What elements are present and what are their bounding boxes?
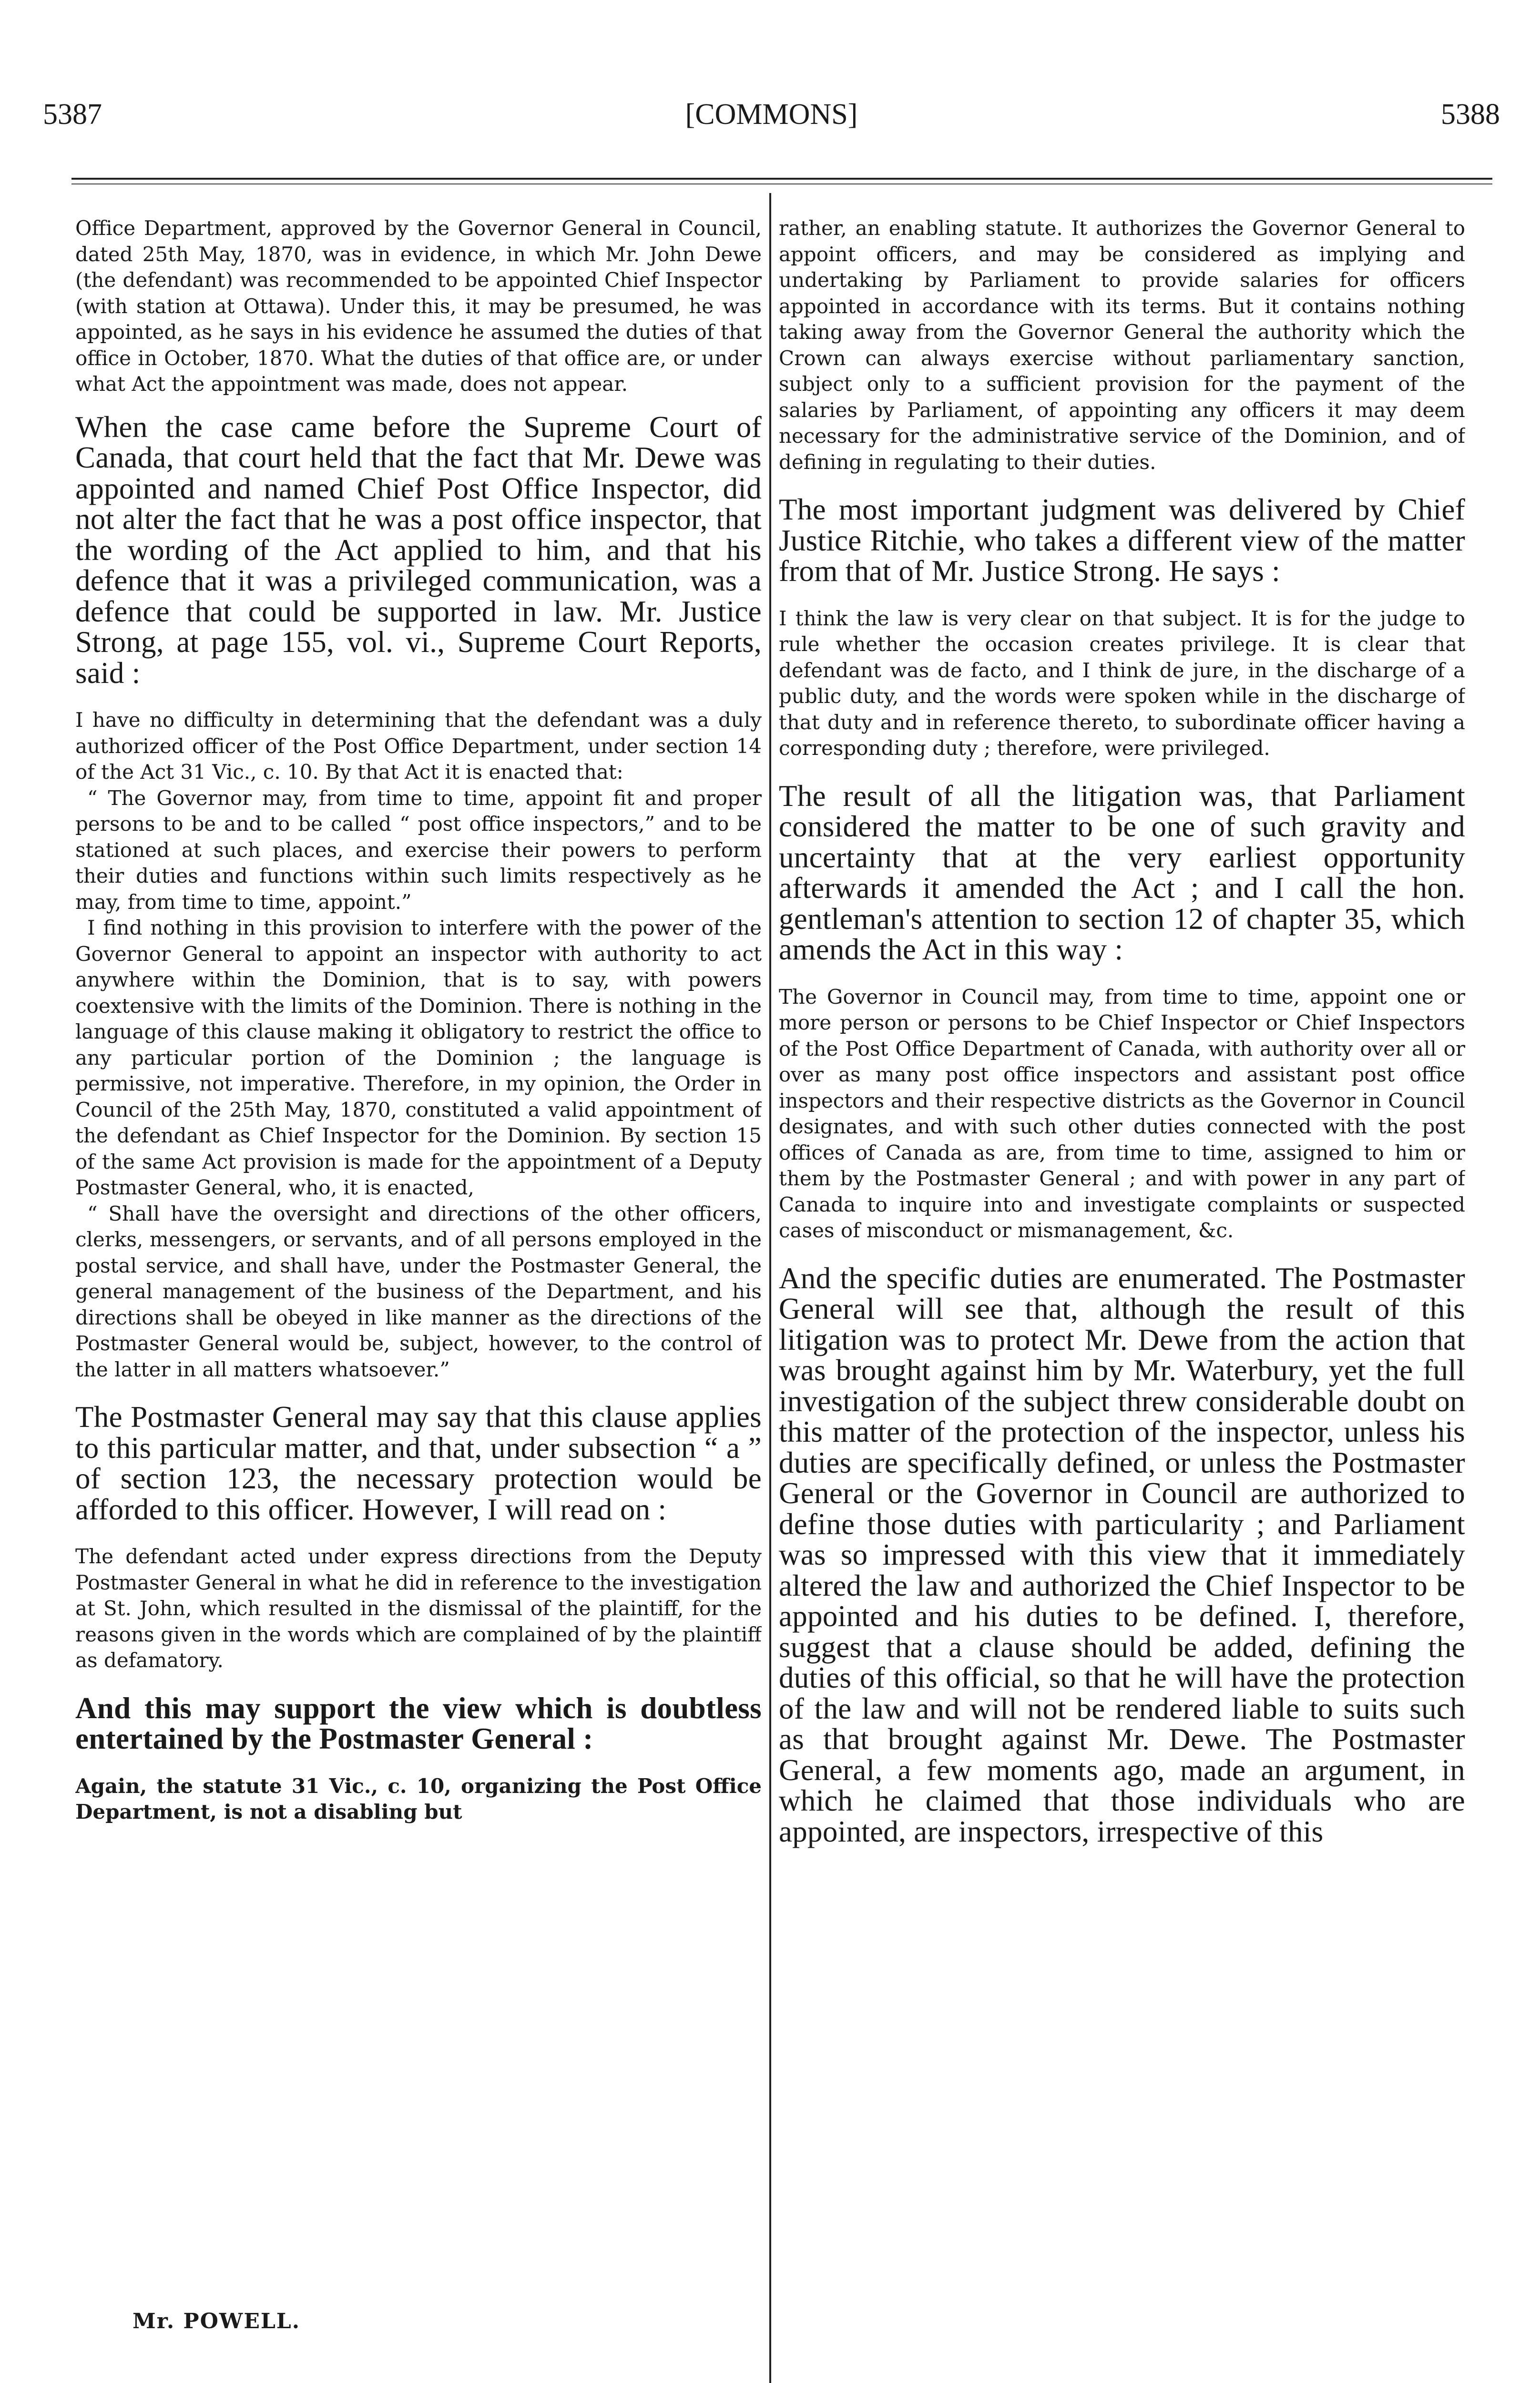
quotation-paragraph: I have no difficulty in determining that the defendant was a duly authorized officer of the Post Office Department, under section 14 of the Act 31 Vic., c. 10. By that Act it is enacted that: bbox=[75, 708, 762, 784]
quotation-paragraph: The Governor in Council may, from time to time, appoint one or more person or persons to be Chief Inspector or Chief Inspectors of the Post Office Department of Canada, with authority over all or over as many post office inspectors and assistant post office inspectors and their respective districts as the Governor in Council designates, and with such other duties connected with the post offices of Canada as are, from time to time, assigned to him or them by the Postmaster General ; and with power in any part of Canada to inquire into and investigate complaints or suspected cases of misconduct or mismanagement, &c. bbox=[779, 985, 1465, 1242]
column-divider bbox=[769, 193, 771, 2383]
page-header bbox=[43, 98, 1500, 131]
speech-paragraph: The Postmaster General may say that this clause applies to this particular matter, and that, under subsection “ a ” of section 123, the necessary protection would be afforded to this officer. However, I will read on : bbox=[75, 1400, 762, 1526]
speech-paragraph: And this may support the view which is doubtless entertained by the Postmaster General : bbox=[75, 1691, 762, 1755]
header-rule-thick bbox=[71, 178, 1492, 180]
quotation-paragraph: Again, the statute 31 Vic., c. 10, organizing the Post Office Department, is not a disabling but bbox=[75, 1774, 762, 1823]
speech-paragraph: The result of all the litigation was, that Parliament considered the matter to be one of such gravity and uncertainty that at the very earliest opportunity afterwards it amended the Act ; and I call the hon. gentleman's attention to section 12 of chapter 35, which amends the Act in this way : bbox=[779, 779, 1465, 966]
quoted-paragraph: Office Department, approved by the Governor General in Council, dated 25th May, 1870, was in evidence, in which Mr. John Dewe (the defendant) was recommended to be appointed Chief Inspector (with station at Ottawa). Under this, it may be presumed, he was appointed, as he says in his evidence he assumed the duties of that office in October, 1870. What the duties of that office are, or under what Act the appointment was made, does not appear. bbox=[75, 216, 762, 396]
right-column bbox=[779, 215, 1465, 1866]
quotation-block bbox=[75, 707, 762, 1383]
speaker-name: Mr. POWELL. bbox=[133, 2309, 301, 2333]
speech-paragraph: The most important judgment was delivered by Chief Justice Ritchie, who takes a different view of the matter from that of Mr. Justice Strong. He says : bbox=[779, 493, 1465, 588]
header-rule-thin bbox=[71, 183, 1492, 184]
left-column bbox=[75, 215, 762, 1840]
quotation-paragraph: “ Shall have the oversight and directions of the other officers, clerks, messengers, or servants, and of all persons employed in the postal service, and shall have, under the Postmaster General, the general management of the business of the Department, and his directions shall be obeyed in like manner as the directions of the Postmaster General would be, subject, however, to the control of the latter in all matters whatsoever.” bbox=[75, 1202, 762, 1381]
speech-paragraph: When the case came before the Supreme Court of Canada, that court held that the fact that Mr. Dewe was appointed and named Chief Post Office Inspector, did not alter the fact that he was a post office inspector, that the wording of the Act applied to him, and that his defence that it was a privileged communication, was a defence that could be supported in law. Mr. Justice Strong, at page 155, vol. vi., Supreme Court Reports, said : bbox=[75, 410, 762, 690]
quotation-paragraph: The defendant acted under express directions from the Deputy Postmaster General in what he did in reference to the investigation at St. John, which resulted in the dismissal of the plaintiff, for the reasons given in the words which are complained of by the plaintiff as defamatory. bbox=[75, 1545, 762, 1672]
page-number-right: 5388 bbox=[1441, 98, 1500, 131]
running-title: [COMMONS] bbox=[685, 98, 858, 131]
quotation-paragraph: “ The Governor may, from time to time, appoint fit and proper persons to be and to be called “ post office inspectors,” and to be stationed at such places, and exercise their powers to perform their duties and functions within such limits respectively as he may, from time to time, appoint.” bbox=[75, 786, 762, 914]
quotation-paragraph: rather, an enabling statute. It authorizes the Governor General to appoint officers, and may be considered as implying and undertaking by Parliament to provide salaries for officers appointed in accordance with its terms. But it contains nothing taking away from the Governor General the authority which the Crown can always exercise without parliamentary sanction, subject only to a sufficient provision for the payment of the salaries by Parliament, of appointing any officers it may deem necessary for the administrative service of the Dominion, and of defining in regulating to their duties. bbox=[779, 216, 1465, 474]
speech-paragraph: And the specific duties are enumerated. The Postmaster General will see that, although the result of this litigation was to protect Mr. Dewe from the action that was brought against him by Mr. Waterbury, yet the full investigation of the subject threw considerable doubt on this matter of the protection of the inspector, unless his duties are specifically defined, or unless the Postmaster General or the Governor in Council are authorized to define those duties with particularity ; and Parliament was so impressed with this view that it immediately altered the law and authorized the Chief Inspector to be appointed and his duties to be defined. I, therefore, suggest that a clause should be added, defining the duties of this official, so that he will have the protection of the law and will not be rendered liable to suits such as that brought against Mr. Dewe. The Postmaster General, a few moments ago, made an argument, in which he claimed that those individuals who are appointed, are inspectors, irrespective of this bbox=[779, 1261, 1465, 1848]
quotation-paragraph: I find nothing in this provision to interfere with the power of the Governor General to appoint an inspector with authority to act anywhere within the Dominion, that is to say, with powers coextensive with the limits of the Dominion. There is nothing in the language of this clause making it obligatory to restrict the office to any particular portion of the Dominion ; the language is permissive, not imperative. Therefore, in my opinion, the Order in Council of the 25th May, 1870, constituted a valid appointment of the defendant as Chief Inspector for the Dominion. By section 15 of the same Act provision is made for the appointment of a Deputy Postmaster General, who, it is enacted, bbox=[75, 916, 762, 1199]
quotation-paragraph: I think the law is very clear on that subject. It is for the judge to rule whether the occasion creates privilege. It is clear that defendant was de facto, and I think de jure, in the discharge of a public duty, and the words were spoken while in the discharge of that duty and in reference thereto, to subordinate officer having a corresponding duty ; therefore, were privileged. bbox=[779, 606, 1465, 760]
page-number-left: 5387 bbox=[43, 98, 102, 131]
